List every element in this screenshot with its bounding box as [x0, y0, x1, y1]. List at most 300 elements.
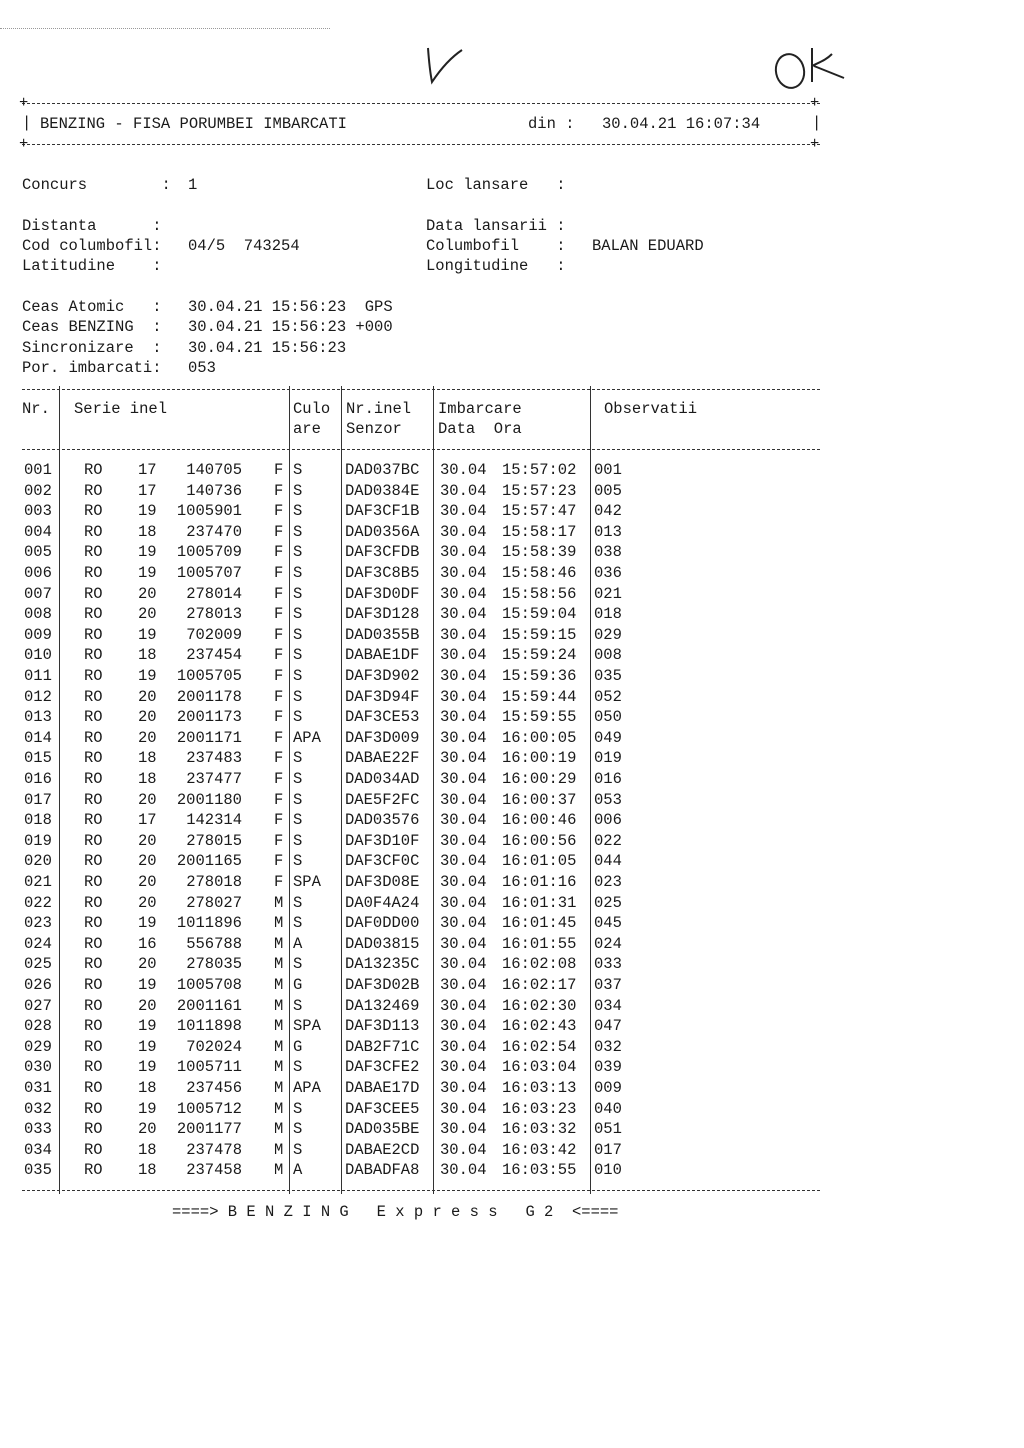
row-sex: F [274, 708, 284, 727]
row-observatii: 009 [594, 1079, 622, 1097]
row-culoare: S [293, 667, 303, 685]
row-sex: M [274, 1058, 284, 1077]
row-ora: 15:57:02 [502, 461, 577, 479]
row-an: 16 [138, 934, 157, 953]
row-ora: 15:59:24 [502, 646, 577, 665]
row-senzor: DAF3CF0C [345, 852, 420, 871]
row-tara: RO [84, 481, 103, 500]
row-tara: RO [84, 811, 103, 830]
col-header-data-ora: Data Ora [438, 420, 522, 438]
row-senzor: DAF3D02B [345, 976, 420, 994]
ceas-benzing-label: Ceas BENZING : [22, 318, 162, 336]
row-an: 17 [138, 811, 157, 830]
row-culoare: S [293, 481, 303, 500]
row-culoare: S [293, 522, 303, 541]
col-header-nr-inel: Nr.inel [346, 400, 412, 418]
row-data: 30.04 [440, 831, 487, 850]
row-inel: 278014 [186, 584, 242, 603]
row-tara: RO [84, 1140, 103, 1159]
row-tara: RO [84, 1099, 103, 1118]
row-inel: 278018 [186, 873, 242, 891]
header-corner-br: + [810, 135, 820, 153]
concurs-label: Concurs : [22, 176, 171, 194]
table-row [22, 543, 818, 561]
cod-columbofil-label: Cod columbofil: [22, 237, 162, 255]
row-culoare: S [293, 852, 303, 871]
row-senzor: DAF3CF1B [345, 502, 420, 521]
row-culoare: G [293, 1037, 303, 1056]
row-data: 30.04 [440, 914, 487, 933]
row-senzor: DABAE22F [345, 749, 420, 768]
row-observatii: 021 [594, 584, 622, 603]
col-divider-culoare [341, 386, 342, 1194]
table-row [22, 1161, 818, 1179]
row-nr: 004 [24, 522, 52, 541]
col-divider-nr [59, 386, 60, 1194]
row-sex: M [274, 914, 284, 933]
ceas-atomic-label: Ceas Atomic : [22, 298, 162, 316]
row-nr: 035 [24, 1161, 52, 1180]
row-culoare: S [293, 893, 303, 912]
table-row [22, 1120, 818, 1138]
row-an: 20 [138, 955, 157, 974]
row-observatii: 029 [594, 625, 622, 644]
cod-columbofil-value: 04/5 743254 [188, 237, 300, 255]
table-row [22, 708, 818, 726]
row-observatii: 053 [594, 790, 622, 809]
row-nr: 023 [24, 914, 52, 933]
row-observatii: 013 [594, 522, 622, 541]
row-data: 30.04 [440, 481, 487, 500]
row-sex: M [274, 996, 284, 1015]
row-senzor: DAF3D10F [345, 831, 420, 850]
row-sex: F [274, 605, 284, 624]
row-culoare: S [293, 831, 303, 850]
row-inel: 237458 [186, 1161, 242, 1180]
row-ora: 16:00:56 [502, 831, 577, 850]
row-ora: 16:03:42 [502, 1140, 577, 1159]
row-observatii: 032 [594, 1037, 622, 1056]
row-an: 18 [138, 1140, 157, 1159]
row-nr: 001 [24, 461, 52, 479]
row-culoare: APA [293, 1079, 321, 1097]
row-tara: RO [84, 564, 103, 582]
row-an: 19 [138, 1017, 157, 1036]
row-inel: 1011896 [176, 914, 242, 933]
row-data: 30.04 [440, 625, 487, 644]
row-ora: 16:00:19 [502, 749, 577, 768]
row-tara: RO [84, 852, 103, 871]
row-ora: 16:03:32 [502, 1120, 577, 1139]
row-an: 18 [138, 770, 157, 788]
table-row [22, 646, 818, 664]
row-tara: RO [84, 461, 103, 479]
row-inel: 1005712 [176, 1099, 242, 1118]
row-data: 30.04 [440, 873, 487, 891]
row-an: 20 [138, 605, 157, 624]
handwritten-check-mark [420, 44, 470, 86]
row-an: 19 [138, 1037, 157, 1056]
col-header-observatii: Observatii [604, 400, 698, 418]
table-row [22, 502, 818, 520]
row-tara: RO [84, 976, 103, 994]
row-inel: 237470 [186, 522, 242, 541]
row-culoare: S [293, 749, 303, 768]
row-an: 19 [138, 564, 157, 582]
row-inel: 702009 [186, 625, 242, 644]
row-inel: 2001180 [176, 790, 242, 809]
row-inel: 556788 [186, 934, 242, 953]
row-culoare: S [293, 564, 303, 582]
handwritten-ok-mark [768, 44, 848, 94]
row-data: 30.04 [440, 1037, 487, 1056]
row-culoare: S [293, 708, 303, 727]
row-an: 19 [138, 914, 157, 933]
table-row [22, 523, 818, 541]
row-nr: 009 [24, 625, 52, 644]
col-header-culoare: Culo [293, 400, 331, 418]
header-date-label: din : [528, 115, 575, 133]
header-date-value: 30.04.21 16:07:34 [602, 115, 761, 133]
row-nr: 005 [24, 543, 52, 562]
row-observatii: 017 [594, 1140, 622, 1159]
row-data: 30.04 [440, 852, 487, 871]
row-culoare: S [293, 1120, 303, 1139]
row-ora: 16:00:46 [502, 811, 577, 830]
row-an: 18 [138, 646, 157, 665]
row-ora: 15:58:46 [502, 564, 577, 582]
row-observatii: 040 [594, 1099, 622, 1118]
ceas-benzing-value: 30.04.21 15:56:23 +000 [188, 318, 393, 336]
row-senzor: DA13235C [345, 955, 420, 974]
row-senzor: DA132469 [345, 996, 420, 1015]
row-inel: 2001171 [176, 728, 242, 747]
row-observatii: 018 [594, 605, 622, 624]
row-tara: RO [84, 1058, 103, 1077]
row-tara: RO [84, 1079, 103, 1097]
row-culoare: A [293, 934, 303, 953]
row-data: 30.04 [440, 996, 487, 1015]
row-tara: RO [84, 646, 103, 665]
row-ora: 16:01:31 [502, 893, 577, 912]
row-data: 30.04 [440, 1140, 487, 1159]
row-tara: RO [84, 1017, 103, 1036]
row-ora: 16:02:08 [502, 955, 577, 974]
row-tara: RO [84, 893, 103, 912]
row-ora: 16:02:54 [502, 1037, 577, 1056]
row-data: 30.04 [440, 728, 487, 747]
col-divider-ora [590, 386, 591, 1194]
row-an: 19 [138, 1099, 157, 1118]
row-ora: 15:59:55 [502, 708, 577, 727]
row-tara: RO [84, 687, 103, 706]
row-observatii: 045 [594, 914, 622, 933]
row-observatii: 008 [594, 646, 622, 665]
row-an: 17 [138, 461, 157, 479]
row-data: 30.04 [440, 1161, 487, 1180]
row-senzor: DAD037BC [345, 461, 420, 479]
row-observatii: 034 [594, 996, 622, 1015]
row-nr: 024 [24, 934, 52, 953]
row-nr: 018 [24, 811, 52, 830]
table-row [22, 852, 818, 870]
row-sex: F [274, 852, 284, 871]
row-inel: 237478 [186, 1140, 242, 1159]
row-tara: RO [84, 873, 103, 891]
table-row [22, 1038, 818, 1056]
row-sex: M [274, 934, 284, 953]
row-an: 20 [138, 831, 157, 850]
row-senzor: DAF3CFE2 [345, 1058, 420, 1077]
row-ora: 15:59:36 [502, 667, 577, 685]
row-culoare: S [293, 1099, 303, 1118]
row-senzor: DAD0384E [345, 481, 420, 500]
row-an: 20 [138, 728, 157, 747]
row-inel: 140705 [186, 461, 242, 479]
columbofil-value: BALAN EDUARD [592, 237, 704, 255]
row-nr: 006 [24, 564, 52, 582]
sincronizare-label: Sincronizare : [22, 339, 162, 357]
row-senzor: DAD0355B [345, 625, 420, 644]
row-sex: F [274, 770, 284, 788]
row-nr: 025 [24, 955, 52, 974]
row-inel: 278015 [186, 831, 242, 850]
row-senzor: DAD03815 [345, 934, 420, 953]
row-observatii: 001 [594, 461, 622, 479]
row-inel: 1005707 [176, 564, 242, 582]
row-inel: 237483 [186, 749, 242, 768]
row-ora: 16:00:37 [502, 790, 577, 809]
table-bottom-border [22, 1190, 820, 1191]
table-row [22, 667, 818, 685]
row-senzor: DAF3D08E [345, 873, 420, 891]
row-nr: 003 [24, 502, 52, 521]
loc-lansare-label: Loc lansare : [426, 176, 566, 194]
row-ora: 16:00:29 [502, 770, 577, 788]
row-sex: F [274, 873, 284, 891]
row-nr: 031 [24, 1079, 52, 1097]
row-senzor: DAD0356A [345, 522, 420, 541]
row-inel: 2001165 [176, 852, 242, 871]
table-top-border [22, 389, 820, 390]
row-observatii: 033 [594, 955, 622, 974]
row-nr: 021 [24, 873, 52, 891]
header-left-bar: | [22, 114, 32, 132]
row-inel: 142314 [186, 811, 242, 830]
row-observatii: 037 [594, 976, 622, 994]
concurs-value: 1 [188, 176, 198, 194]
row-sex: F [274, 543, 284, 562]
row-data: 30.04 [440, 461, 487, 479]
row-senzor: DAE5F2FC [345, 790, 420, 809]
table-row [22, 1058, 818, 1076]
row-nr: 014 [24, 728, 52, 747]
row-inel: 1005705 [176, 667, 242, 685]
row-an: 20 [138, 584, 157, 603]
row-senzor: DAF3D009 [345, 728, 420, 747]
row-data: 30.04 [440, 893, 487, 912]
row-sex: F [274, 749, 284, 768]
row-ora: 15:58:39 [502, 543, 577, 562]
row-inel: 2001161 [176, 996, 242, 1015]
table-row [22, 564, 818, 582]
row-data: 30.04 [440, 976, 487, 994]
row-inel: 278013 [186, 605, 242, 624]
row-culoare: SPA [293, 1017, 321, 1036]
row-culoare: A [293, 1161, 303, 1180]
row-culoare: SPA [293, 873, 321, 891]
row-ora: 15:58:17 [502, 522, 577, 541]
row-observatii: 022 [594, 831, 622, 850]
row-data: 30.04 [440, 667, 487, 685]
row-nr: 020 [24, 852, 52, 871]
row-observatii: 024 [594, 934, 622, 953]
row-nr: 034 [24, 1140, 52, 1159]
row-culoare: S [293, 543, 303, 562]
row-ora: 16:01:05 [502, 852, 577, 871]
row-an: 19 [138, 667, 157, 685]
row-observatii: 006 [594, 811, 622, 830]
row-inel: 278035 [186, 955, 242, 974]
por-imbarcati-label: Por. imbarcati: [22, 359, 162, 377]
row-culoare: S [293, 646, 303, 665]
row-an: 20 [138, 852, 157, 871]
table-row [22, 605, 818, 623]
table-row [22, 461, 818, 479]
ceas-atomic-value: 30.04.21 15:56:23 GPS [188, 298, 393, 316]
row-inel: 1005709 [176, 543, 242, 562]
row-ora: 16:02:30 [502, 996, 577, 1015]
row-observatii: 035 [594, 667, 622, 685]
row-inel: 278027 [186, 893, 242, 912]
col-header-imbarcare: Imbarcare [438, 400, 522, 418]
row-data: 30.04 [440, 708, 487, 727]
row-sex: M [274, 1017, 284, 1036]
row-an: 19 [138, 976, 157, 994]
row-culoare: G [293, 976, 303, 994]
row-tara: RO [84, 605, 103, 624]
row-an: 18 [138, 522, 157, 541]
row-ora: 16:03:13 [502, 1079, 577, 1097]
row-nr: 013 [24, 708, 52, 727]
row-ora: 15:59:44 [502, 687, 577, 706]
row-culoare: S [293, 584, 303, 603]
header-corner-bl: + [19, 135, 29, 153]
row-sex: M [274, 1161, 284, 1180]
row-observatii: 025 [594, 893, 622, 912]
scan-noise [0, 28, 330, 29]
row-ora: 15:57:23 [502, 481, 577, 500]
table-row [22, 585, 818, 603]
row-sex: F [274, 728, 284, 747]
row-data: 30.04 [440, 811, 487, 830]
row-sex: F [274, 461, 284, 479]
row-sex: F [274, 502, 284, 521]
row-senzor: DAF3D902 [345, 667, 420, 685]
header-top-border [22, 103, 820, 104]
row-an: 18 [138, 1079, 157, 1097]
row-observatii: 010 [594, 1161, 622, 1180]
row-ora: 16:01:45 [502, 914, 577, 933]
row-an: 20 [138, 996, 157, 1015]
row-nr: 017 [24, 790, 52, 809]
row-an: 20 [138, 708, 157, 727]
row-observatii: 044 [594, 852, 622, 871]
row-an: 18 [138, 749, 157, 768]
row-senzor: DAD03576 [345, 811, 420, 830]
row-sex: F [274, 646, 284, 665]
row-senzor: DAF3CE53 [345, 708, 420, 727]
row-an: 20 [138, 893, 157, 912]
row-data: 30.04 [440, 1099, 487, 1118]
row-ora: 16:02:17 [502, 976, 577, 994]
row-sex: F [274, 481, 284, 500]
row-culoare: S [293, 625, 303, 644]
table-row [22, 832, 818, 850]
row-ora: 15:59:15 [502, 625, 577, 644]
row-culoare: S [293, 605, 303, 624]
table-row [22, 1079, 818, 1097]
row-tara: RO [84, 522, 103, 541]
row-data: 30.04 [440, 1120, 487, 1139]
row-senzor: DAF3CFDB [345, 543, 420, 562]
col-header-senzor: Senzor [346, 420, 402, 438]
row-inel: 2001173 [176, 708, 242, 727]
row-nr: 033 [24, 1120, 52, 1139]
row-data: 30.04 [440, 646, 487, 665]
row-sex: M [274, 1099, 284, 1118]
row-tara: RO [84, 934, 103, 953]
col-header-culoare-2: are [293, 420, 321, 438]
table-row [22, 688, 818, 706]
row-inel: 237456 [186, 1079, 242, 1097]
columbofil-label: Columbofil : [426, 237, 566, 255]
row-ora: 16:01:55 [502, 934, 577, 953]
row-sex: F [274, 667, 284, 685]
row-data: 30.04 [440, 502, 487, 521]
row-sex: M [274, 1120, 284, 1139]
row-senzor: DABADFA8 [345, 1161, 420, 1180]
table-row [22, 976, 818, 994]
row-an: 17 [138, 481, 157, 500]
row-sex: F [274, 522, 284, 541]
row-observatii: 036 [594, 564, 622, 582]
row-nr: 027 [24, 996, 52, 1015]
row-an: 18 [138, 1161, 157, 1180]
row-tara: RO [84, 831, 103, 850]
row-nr: 008 [24, 605, 52, 624]
table-row [22, 894, 818, 912]
row-tara: RO [84, 770, 103, 788]
row-data: 30.04 [440, 543, 487, 562]
row-culoare: S [293, 770, 303, 788]
row-culoare: S [293, 811, 303, 830]
row-sex: F [274, 790, 284, 809]
row-inel: 2001177 [176, 1120, 242, 1139]
row-tara: RO [84, 728, 103, 747]
row-observatii: 039 [594, 1058, 622, 1077]
col-divider-senzor [433, 386, 434, 1194]
row-observatii: 038 [594, 543, 622, 562]
row-tara: RO [84, 790, 103, 809]
row-sex: M [274, 955, 284, 974]
table-row [22, 873, 818, 891]
row-data: 30.04 [440, 955, 487, 974]
row-an: 20 [138, 790, 157, 809]
row-sex: M [274, 1037, 284, 1056]
row-culoare: S [293, 1058, 303, 1077]
row-nr: 015 [24, 749, 52, 768]
